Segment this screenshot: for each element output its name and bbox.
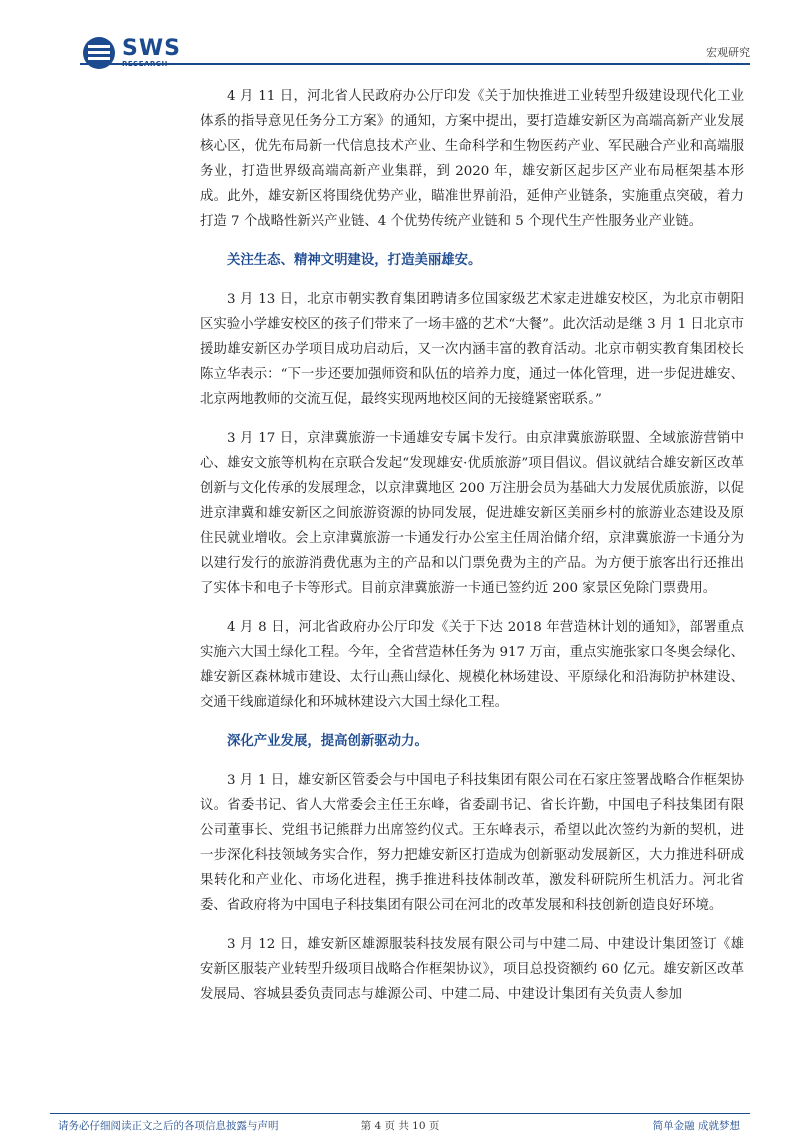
section-heading: 关注生态、精神文明建设，打造美丽雄安。	[227, 252, 482, 268]
footer-disclaimer: 请务必仔细阅读正文之后的各项信息披露与声明	[58, 1120, 279, 1132]
header-rule	[80, 63, 750, 65]
paragraph: 3 月 17 日，京津冀旅游一卡通雄安专属卡发行。由京津冀旅游联盟、全域旅游营销中心、雄安文旅等机构在京联合发起“发现雄安·优质旅游”项目倡议。倡议就结合雄安新区改革创新与文化传承的发展理念，以京津冀地区 200 万注册会员为基础大力发展优质旅游，以促进京津冀和雄安新区之间旅游资源的协同发展，促进雄安新区美丽乡村的旅游业态建设及原住民就业增收。会上京津冀旅游一卡通发行办公室主任周治储介绍，京津冀旅游一卡通分为以建行发行的旅游消费优惠为主的产品和以门票免费为主的产品。为方便于旅客出行还推出了实体卡和电子卡等形式。目前京津冀旅游一卡通已签约近 200 家景区免除门票费用。	[200, 431, 744, 596]
report-body	[200, 84, 744, 1021]
footer-rule	[50, 1113, 750, 1114]
section-heading: 深化产业发展，提高创新驱动力。	[227, 733, 428, 749]
logo-main-text: SWS	[122, 36, 181, 61]
page-header	[0, 0, 800, 70]
paragraph: 4 月 11 日，河北省人民政府办公厅印发《关于加快推进工业转型升级建设现代化工业体系的指导意见任务分工方案》的通知，方案中提出，要打造雄安新区为高端高新产业发展核心区，优先布局新一代信息技术产业、生命科学和生物医药产业、军民融合产业和高端服务业，打造世界级高端高新产业集群，到 2020 年，雄安新区起步区产业布局框架基本形成。此外，雄安新区将围绕优势产业，瞄准世界前沿，延伸产业链条，实施重点突破，着力打造 7 个战略性新兴产业链、4 个优势传统产业链和 5 个现代生产性服务业产业链。	[200, 89, 744, 229]
paragraph: 3 月 13 日，北京市朝实教育集团聘请多位国家级艺术家走进雄安校区，为北京市朝阳区实验小学雄安校区的孩子们带来了一场丰盛的艺术“大餐”。此次活动是继 3 月 1 日北京市援助雄安新区办学项目成功启动后，又一次内涵丰富的教育活动。北京市朝实教育集团校长陈立华表示：“下一步还要加强师资和队伍的培养力度，通过一体化管理，进一步促进雄安、北京两地教师的交流互促，最终实现两地校区间的无接缝紧密联系。”	[200, 292, 744, 407]
paragraph: 4 月 8 日，河北省政府办公厅印发《关于下达 2018 年营造林计划的通知》，部署重点实施六大国土绿化工程。今年，全省营造林任务为 917 万亩，重点实施张家口冬奥会绿化、雄安新区森林城市建设、太行山燕山绿化、规模化林场建设、平原绿化和沿海防护林建设、交通干线廊道绿化和环城林建设六大国土绿化工程。	[200, 620, 744, 710]
paragraph: 3 月 1 日，雄安新区管委会与中国电子科技集团有限公司在石家庄签署战略合作框架协议。省委书记、省人大常委会主任王东峰，省委副书记、省长许勤，中国电子科技集团有限公司董事长、党组书记熊群力出席签约仪式。王东峰表示，希望以此次签约为新的契机，进一步深化科技领域务实合作，努力把雄安新区打造成为创新驱动发展新区，大力推进科研成果转化和产业化、市场化进程，携手推进科技体制改革，激发科研院所生机活力。河北省委、省政府将为中国电子科技集团有限公司在河北的改革发展和科技创新创造良好环境。	[200, 773, 744, 913]
paragraph: 3 月 12 日，雄安新区雄源服装科技发展有限公司与中建二局、中建设计集团签订《雄安新区服装产业转型升级项目战略合作框架协议》，项目总投资额约 60 亿元。雄安新区改革发展局、容城县委负责同志与雄源公司、中建二局、中建设计集团有关负责人参加	[200, 937, 744, 1002]
page-number: 第 4 页 共 10 页	[360, 1120, 440, 1132]
footer-slogan: 简单金融 成就梦想	[652, 1120, 740, 1132]
section-label: 宏观研究	[706, 46, 750, 59]
logo-sub-text: RESEARCH	[122, 60, 168, 68]
